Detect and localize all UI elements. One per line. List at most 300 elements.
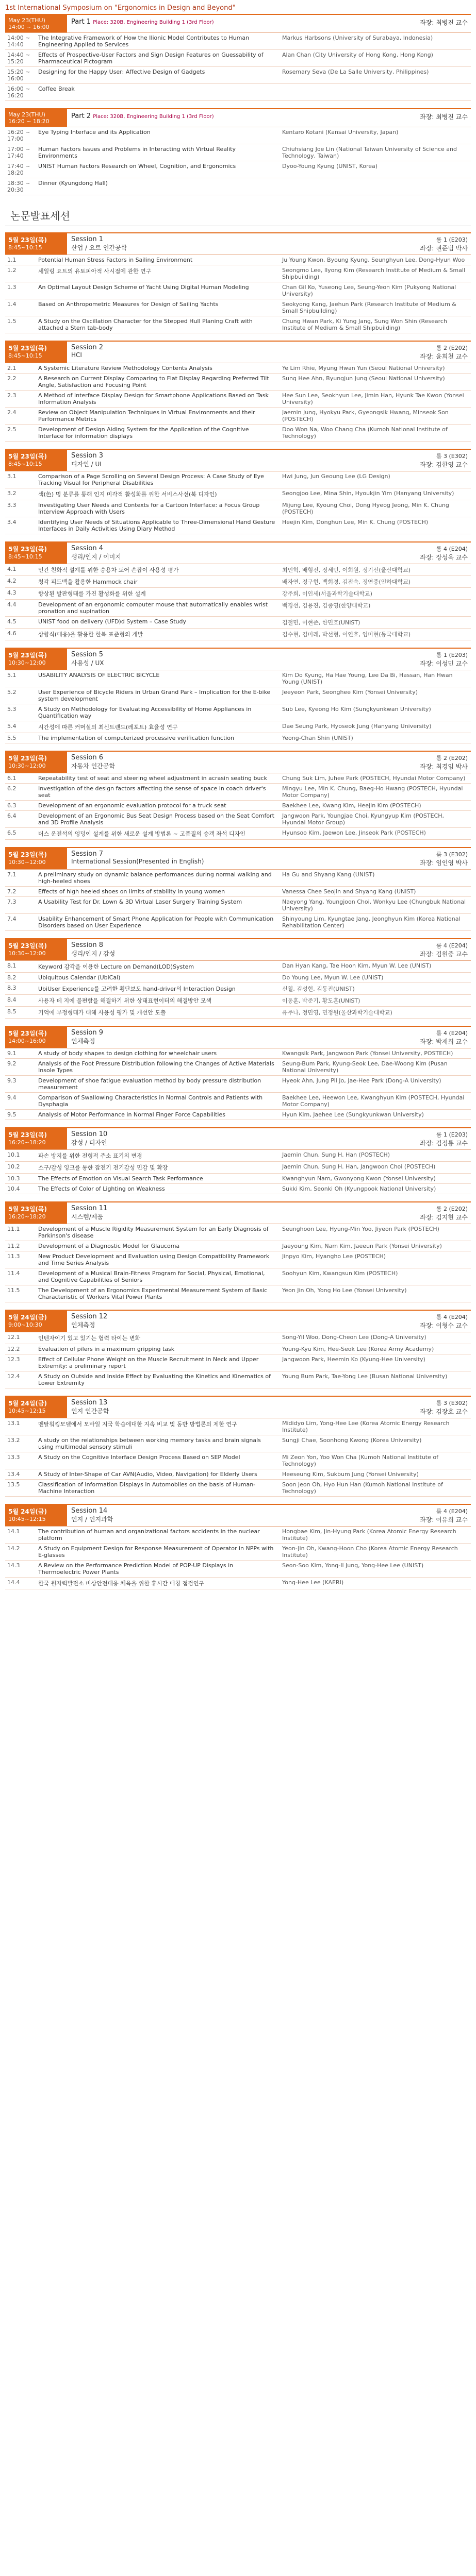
paper-title: The Effects of Color of Lighting on Weakness: [38, 1185, 165, 1192]
paper-authors: Mididyo Lim, Yong-Hee Lee (Korea Atomic Energy Research Institute): [282, 1420, 450, 1433]
session-room: 룸 2 (E202): [436, 345, 468, 351]
session-meta: [346, 939, 471, 960]
session-time: 10:30~12:00: [8, 659, 46, 666]
session-header: [5, 751, 471, 773]
session-header: [5, 1026, 471, 1048]
paper-title: Review on Object Manipulation Techniques in Virtual Environments and their Performance Metrics: [38, 409, 255, 422]
session-name: 자동차 인간공학: [71, 762, 115, 770]
paper-row: [5, 1418, 471, 1435]
paper-row: [5, 1162, 471, 1174]
session-day: 5월 24일(금): [8, 1314, 47, 1321]
paper-title: Usability Enhancement of Smart Phone Application for People with Communication Disorders based on User Experience: [38, 916, 274, 929]
session-time: 8:45~10:15: [8, 461, 42, 467]
session-room: 룸 4 (E204): [436, 1030, 468, 1037]
session-header: [5, 1201, 471, 1224]
paper-title: 청각 피드백을 활용한 Hammock chair: [38, 579, 138, 585]
paper-authors: Shinyoung Lim, Kyungtae Jang, Jeonghyun Kim (Korea National Rehabilitation Center): [282, 916, 461, 929]
session-date: [5, 1027, 67, 1048]
paper-number: 14.4: [7, 1579, 20, 1586]
paper-number: 9.4: [7, 1094, 17, 1101]
paper-title: A Systemic Literature Review Methodology Contents Analysis: [38, 365, 212, 371]
paper-title: A Study on Outside and Inside Effect by Evaluating the Kinetics and Kinematics of Lower Extremity: [38, 1373, 271, 1386]
session-title: [67, 1397, 346, 1418]
paper-number: 8.3: [7, 985, 17, 991]
paper-authors: Yong-Hee Lee (KAERI): [282, 1579, 344, 1586]
paper-number: 4.4: [7, 601, 17, 608]
paper-row: [5, 811, 471, 828]
paper-authors: Heeseung Kim, Sukbum Jung (Yonsei University): [282, 1471, 419, 1478]
paper-number: 6.4: [7, 812, 17, 819]
talk-speaker: [279, 178, 471, 195]
paper-title: A Study on Methodology for Evaluating Accessibility of Home Appliances in Quantification way: [38, 706, 252, 719]
paper-authors: Kim Do Kyung, Ha Hae Young, Lee Da Bi, Hassan, Han Hwan Young (UNIST): [282, 672, 453, 685]
paper-title: 시간성에 따른 커머셜의 최신트렌드(레포트) 효율성 연구: [38, 724, 178, 731]
talk-title: Dinner (Kyungdong Hall): [38, 180, 108, 187]
session-header: [5, 847, 471, 869]
paper-number: 2.2: [7, 375, 17, 382]
session-day: 5월 23일(목): [8, 851, 47, 858]
paper-row: [5, 670, 471, 687]
paper-title: A Study on Equipment Design for Response Measurement of Operator in NPPs with E-glasses: [38, 1545, 274, 1558]
session-time: 8:45~10:15: [8, 352, 42, 359]
session-chair: 좌장: 박재희 교수: [420, 1038, 468, 1045]
paper-number: 10.4: [7, 1185, 20, 1192]
session-header: [5, 938, 471, 960]
paper-row: [5, 1007, 471, 1019]
paper-number: 13.3: [7, 1454, 20, 1461]
session-title: [67, 752, 346, 773]
paper-number: 13.5: [7, 1481, 20, 1488]
paper-number: 11.1: [7, 1226, 20, 1232]
session-date: [5, 848, 67, 869]
paper-title: A Study of Inter-Shape of Car AVN(Audio, Video, Navigation) for Elderly Users: [38, 1471, 257, 1478]
paper-title: A Usability Test for Dr. Lown & 3D Virtual Laser Surgery Training System: [38, 899, 242, 905]
paper-number: 1.3: [7, 284, 17, 291]
plenary-title: [67, 15, 346, 32]
paper-number: 10.2: [7, 1163, 20, 1170]
paper-number: 5.4: [7, 723, 17, 730]
talk-title: Human Factors Issues and Problems in Interacting with Virtual Reality Environments: [38, 146, 236, 159]
talk-speaker: Alan Chan (City University of Hong Kong, Hong Kong): [282, 52, 433, 58]
paper-number: 5.2: [7, 689, 17, 696]
plenary-header: [5, 14, 471, 32]
paper-authors: Doo Won Na, Woo Chang Cha (Kumoh National Institute of Technology): [282, 426, 448, 439]
paper-row: [5, 1048, 471, 1059]
paper-number: 13.2: [7, 1437, 20, 1444]
paper-title: Development of shoe fatigue evaluation method by body pressure distribution measurement: [38, 1077, 261, 1091]
paper-number: 11.4: [7, 1270, 20, 1277]
session-number: Session 9: [71, 1029, 104, 1037]
paper-number: 3.2: [7, 490, 17, 497]
paper-authors: Sung Hee Ahn, Byungjun Jung (Seoul National University): [282, 375, 445, 382]
paper-authors: Sungji Chae, Soonhong Kwong (Korea University): [282, 1437, 422, 1444]
session-title: [67, 1027, 346, 1048]
paper-title: Keyword 감각을 이용한 Lecture on Demand(LOD)System: [38, 963, 194, 970]
session-number: Session 13: [71, 1399, 108, 1406]
session-block: [5, 232, 471, 333]
talk-title: Coffee Break: [38, 86, 75, 92]
paper-authors: Jangwoon Park, Youngjae Choi, Kyungyup Kim (POSTECH, Hyundai Motor Group): [282, 812, 445, 826]
session-day: 5월 23일(목): [8, 942, 47, 950]
paper-authors: 최인혁, 배형진, 정세민, 이희원, 정기선(울산대학교): [282, 567, 411, 573]
paper-row: [5, 1561, 471, 1578]
session-number: Session 3: [71, 452, 104, 460]
paper-title: 사용자 데 지에 불편함을 해결하기 위한 상태표현이터의 해결방안 모색: [38, 997, 212, 1004]
paper-title: Potential Human Stress Factors in Sailing Environment: [38, 257, 193, 263]
paper-title: Investigation of the design factors affecting the sense of space in coach driver's seat: [38, 785, 266, 799]
paper-title: UbiUser Experience를 고려한 횡단보도 hand-driver의 Interaction Design: [38, 986, 236, 992]
paper-authors: Soon Jeon Oh, Hyo Hun Han (Kumoh National Institute of Technology): [282, 1481, 443, 1495]
paper-number: 9.5: [7, 1111, 17, 1118]
paper-number: 4.2: [7, 578, 17, 584]
session-meta: [346, 342, 471, 363]
session-meta: [346, 752, 471, 773]
paper-row: [5, 983, 471, 995]
session-rows: [5, 255, 471, 333]
session-block: [5, 938, 471, 1019]
session-header: [5, 232, 471, 255]
paper-title: 한국 원자력발전소 비상안전대응 체육을 위한 휴시간 매칭 점검연구: [38, 1580, 205, 1587]
paper-row: [5, 588, 471, 600]
talk-speaker: Chiuhsiang Joe Lin (National Taiwan University of Science and Technology, Taiwan): [282, 146, 457, 159]
paper-authors: Ye Lim Rhie, Myung Hwan Yun (Seoul National University): [282, 365, 445, 371]
session-name: 생리/인지 / 이미지: [71, 553, 121, 561]
paper-authors: Yeon-Jin Oh, Kwang-Hoon Cho (Korea Atomic Energy Research Institute): [282, 1545, 458, 1558]
session-rows: [5, 564, 471, 640]
session-block: [5, 1201, 471, 1302]
session-number: Session 14: [71, 1507, 108, 1515]
paper-row: [5, 316, 471, 333]
talk-title: UNIST Human Factors Research on Wheel, Cognition, and Ergonomics: [38, 163, 236, 170]
session-time: 10:45~12:15: [8, 1516, 46, 1522]
talk-time: 14:40 ~ 15:20: [7, 52, 30, 65]
paper-authors: Jaemin Chun, Sung H. Han, Jangwoon Choi (POSTECH): [282, 1163, 436, 1170]
paper-title: Development of a Muscle Rigidity Measurement System for an Early Diagnosis of Parkinson's disease: [38, 1226, 269, 1239]
paper-authors: Yeong-Chan Shin (UNIST): [282, 735, 353, 741]
session-room: 룸 4 (E204): [436, 1314, 468, 1320]
paper-row: [5, 870, 471, 887]
paper-title: A preliminary study on dynamic balance performances during normal walking and high-heeled shoes: [38, 871, 272, 885]
session-room: 룸 3 (E302): [436, 851, 468, 858]
paper-row: [5, 1059, 471, 1076]
session-date: [5, 649, 67, 670]
session-title: [67, 1202, 346, 1224]
session-rows: [5, 773, 471, 840]
paper-row: [5, 801, 471, 811]
session-time: 10:30~12:00: [8, 859, 46, 866]
paper-number: 13.4: [7, 1471, 20, 1478]
session-day: 5월 24일(금): [8, 1400, 47, 1407]
session-rows: [5, 1418, 471, 1497]
paper-authors: 김수현, 김미래, 박선형, 이연호, 임미현(동국대학교): [282, 631, 411, 638]
paper-authors: Heejin Kim, Donghun Lee, Min K. Chung (POSTECH): [282, 519, 429, 526]
session-title: [67, 450, 346, 471]
session-title: [67, 1505, 346, 1526]
paper-row: [5, 1285, 471, 1302]
paper-title: The contribution of human and organizational factors accidents in the nuclear platform: [38, 1528, 260, 1541]
paper-row: [5, 600, 471, 617]
paper-row: [5, 704, 471, 721]
paper-authors: Naeyong Yang, Youngjoon Choi, Wonkyu Lee (Chungbuk National University): [282, 899, 466, 912]
paper-authors: Seongjoo Lee, Mina Shin, Hyoukjin Yim (Hanyang University): [282, 490, 454, 497]
paper-number: 2.5: [7, 426, 17, 433]
talk-time: 18:30 ~ 20:30: [7, 180, 30, 193]
paper-row: [5, 564, 471, 576]
paper-number: 11.3: [7, 1253, 20, 1260]
session-time: 16:20~18:20: [8, 1213, 46, 1220]
session-room: 룸 2 (E202): [436, 755, 468, 761]
session-number: Session 6: [71, 754, 104, 761]
paper-authors: 이동훈, 박준기, 황도훈(UNIST): [282, 997, 360, 1004]
paper-number: 8.1: [7, 962, 17, 969]
session-meta: [346, 1311, 471, 1332]
talk-speaker: Dyoo-Young Kyung (UNIST, Korea): [282, 163, 378, 170]
paper-title: Repeatability test of seat and steering wheel adjustment in acrasin seating buck: [38, 775, 267, 782]
session-room: 룸 4 (E204): [436, 1508, 468, 1515]
session-number: Session 11: [71, 1205, 108, 1212]
paper-row: [5, 517, 471, 534]
paper-title: Identifying User Needs of Situations Applicable to Three-Dimensional Hand Gesture Interfaces in Daily Activities Using Diary Method: [38, 519, 275, 532]
paper-row: [5, 488, 471, 500]
paper-authors: 신철, 김성현, 김동진(UNIST): [282, 986, 355, 992]
session-header: [5, 648, 471, 670]
paper-row: [5, 391, 471, 408]
plenary-row: [5, 33, 471, 50]
paper-title: Evaluation of pilers in a maximum gripping task: [38, 1346, 175, 1352]
paper-number: 6.2: [7, 785, 17, 792]
paper-number: 9.3: [7, 1077, 17, 1084]
session-name: 인지 / 인지과학: [71, 1516, 113, 1523]
session-room: 룸 1 (E203): [436, 652, 468, 658]
plenary-header: [5, 108, 471, 127]
session-chair: 좌장: 권준범 박사: [420, 245, 468, 252]
session-name: 생리/인지 / 감성: [71, 950, 116, 957]
session-meta: [346, 233, 471, 255]
session-meta: [346, 543, 471, 564]
session-day: 5월 23일(목): [8, 546, 47, 553]
paper-authors: Do Young Lee, Myun W. Lee (UNIST): [282, 974, 384, 981]
session-block: [5, 648, 471, 743]
talk-time: 16:20 ~ 17:00: [7, 129, 30, 142]
paper-authors: Kwanghyun Nam, Gwonyong Kwon (Yonsei University): [282, 1175, 436, 1182]
session-meta: [346, 450, 471, 471]
plenary-title: [67, 109, 346, 127]
session-meta: [346, 848, 471, 869]
paper-row: [5, 784, 471, 801]
paper-authors: Jinpyo Kim, Hyangho Lee (POSTECH): [282, 1253, 386, 1260]
session-day: 5월 23일(목): [8, 345, 47, 352]
session-name: 감성 / 디자인: [71, 1139, 107, 1146]
paper-authors: Mingyu Lee, Min K. Chung, Baeg-Ho Hwang (POSTECH, Hyundai Motor Company): [282, 785, 463, 799]
paper-title: The Development of an Ergonomics Experimental Measurement System of Basic Characteristic of Workers Vital Power Plants: [38, 1287, 268, 1300]
paper-authors: Jeeyeon Park, Seonghee Kim (Yonsei University): [282, 689, 418, 696]
paper-row: [5, 1241, 471, 1251]
paper-number: 6.3: [7, 802, 17, 809]
session-title: [67, 1311, 346, 1332]
talk-time: 17:00 ~ 17:40: [7, 146, 30, 159]
session-room: 룸 3 (E302): [436, 1400, 468, 1406]
paper-authors: Dae Seung Park, Hyoseok Jung (Hanyang University): [282, 723, 432, 730]
paper-title: Development of a Musical Brain-Fitness Program for Social, Physical, Emotional, and Cognitive Capabilities of Seniors: [38, 1270, 265, 1283]
paper-row: [5, 1251, 471, 1268]
session-meta: [346, 1397, 471, 1418]
session-header: [5, 1127, 471, 1149]
talk-title: Effects of Prospective-User Factors and Sign Design Features on Guessability of Pharmaceutical Pictogram: [38, 52, 264, 65]
talk-title: The Integrative Framework of How the Ilionic Model Contributes to Human Engineering Applied to Services: [38, 35, 250, 48]
session-day: 5월 23일(목): [8, 1206, 47, 1213]
paper-row: [5, 995, 471, 1007]
session-date: [5, 1397, 67, 1418]
paper-title: Effects of high heeled shoes on limits of stability in young women: [38, 888, 225, 895]
paper-authors: Hongbae Kim, Jin-Hyung Park (Korea Atomic Energy Research Institute): [282, 1528, 456, 1541]
paper-title: 향상된 발판형태를 가진 활성화를 위한 설계: [38, 590, 146, 597]
plenary-block: [5, 108, 471, 195]
session-block: [5, 1127, 471, 1194]
session-date: [5, 450, 67, 471]
paper-title: Analysis of Motor Performance in Normal Finger Force Capabilities: [38, 1111, 225, 1118]
session-name: HCI: [71, 351, 82, 359]
paper-title: The implementation of computerized processive verification function: [38, 735, 235, 741]
paper-number: 1.2: [7, 267, 17, 274]
paper-row: [5, 1076, 471, 1093]
paper-authors: 배자연, 정구현, 백희경, 김점숙, 정연중(인하대학교): [282, 579, 411, 585]
paper-authors: Mi Zeon Yon, Yoo Won Cha (Kumoh National Institute of Technology): [282, 1454, 438, 1467]
paper-authors: 강주희, 이인세(서울과학기술대학교): [282, 590, 372, 597]
session-name: 사용성 / UX: [71, 659, 104, 667]
paper-title: 멘탈워킹모델에서 모바일 지국 학습에대한 지속 비교 및 동반 방법론의 제한 연구: [38, 1421, 237, 1428]
paper-title: Comparison of Swallowing Characteristics in Normal Controls and Patients with Dysphagia: [38, 1094, 263, 1108]
paper-authors: Song-Yil Woo, Dong-Cheon Lee (Dong-A University): [282, 1334, 426, 1341]
paper-row: [5, 733, 471, 743]
paper-row: [5, 1344, 471, 1354]
plenary-time: 14:00 ~ 16:00: [8, 24, 50, 30]
plenary-block: [5, 14, 471, 101]
plenary-sessions: [0, 14, 476, 195]
paper-row: [5, 500, 471, 517]
paper-number: 12.3: [7, 1356, 20, 1363]
paper-authors: Hyeok Ahn, Jung Pil Jo, Jae-Hee Park (Dong-A University): [282, 1077, 441, 1084]
plenary-time: 16:20 ~ 18:20: [8, 118, 50, 125]
plenary-row: [5, 84, 471, 101]
talk-speaker: Kentaro Kotani (Kansai University, Japan): [282, 129, 399, 135]
talk-time: 14:00 ~ 14:40: [7, 35, 30, 48]
paper-title: Based on Anthropometric Measures for Design of Sailing Yachts: [38, 301, 219, 308]
paper-title: User Experience of Bicycle Riders in Urban Grand Park – Implication for the E-bike system development: [38, 689, 271, 702]
paper-row: [5, 363, 471, 374]
paper-authors: Jaemin Chun, Sung H. Han (POSTECH): [282, 1151, 390, 1158]
paper-row: [5, 374, 471, 391]
session-name: 인체측정: [71, 1321, 95, 1329]
session-room: 룸 3 (E302): [436, 453, 468, 460]
session-name: 디자인 / UI: [71, 461, 102, 468]
paper-number: 6.1: [7, 775, 17, 782]
paper-title: Effect of Cellular Phone Weight on the Muscle Recruitment in Neck and Upper Extremity: a preliminary report: [38, 1356, 259, 1369]
paper-row: [5, 408, 471, 425]
paper-authors: Soohyun Kim, Kwangsun Kim (POSTECH): [282, 1270, 398, 1277]
plenary-row: [5, 161, 471, 178]
paper-row: [5, 425, 471, 442]
paper-row: [5, 1093, 471, 1110]
plenary-part: Part 2: [71, 112, 93, 120]
paper-number: 3.3: [7, 502, 17, 509]
paper-row: [5, 1435, 471, 1452]
paper-row: [5, 1527, 471, 1544]
paper-number: 3.4: [7, 519, 17, 526]
session-title: [67, 543, 346, 564]
plenary-date: [5, 109, 67, 127]
paper-number: 12.2: [7, 1346, 20, 1352]
paper-row: [5, 255, 471, 265]
paper-authors: 백경선, 김용진, 김종영(한양대학교): [282, 602, 371, 609]
session-title: [67, 939, 346, 960]
plenary-rows: [5, 32, 471, 101]
paper-number: 7.2: [7, 888, 17, 895]
paper-sessions-heading: 논문발표세션: [5, 202, 471, 226]
paper-number: 11.2: [7, 1243, 20, 1249]
paper-title: 색(色) 명 분류를 통해 인지 미각적 활성화를 위한 서비스사선(북 디자인): [38, 491, 217, 498]
plenary-row: [5, 50, 471, 67]
paper-authors: Yeon Jin Oh, Yong Ho Lee (Yonsei University): [282, 1287, 407, 1294]
paper-row: [5, 1544, 471, 1561]
plenary-row: [5, 67, 471, 84]
paper-title: 버스 운전석의 엉덩이 설계를 위한 새로운 설계 방법론 ~ 고품질의 승객 좌석 디자인: [38, 831, 245, 837]
session-time: 10:30~12:00: [8, 950, 46, 957]
session-title: [67, 233, 346, 255]
talk-speaker: Rosemary Seva (De La Salle University, Philippines): [282, 69, 429, 75]
paper-authors: Sukki Kim, Seonki Oh (Kyungpook National University): [282, 1185, 436, 1192]
paper-row: [5, 721, 471, 733]
paper-authors: Baekhee Lee, Heewon Lee, Kwanghyun Kim (POSTECH, Hyundai Motor Company): [282, 1094, 465, 1108]
paper-authors: Seunghoon Lee, Hyung-Min Yoo, Jiyeon Park (POSTECH): [282, 1226, 439, 1232]
session-header: [5, 1504, 471, 1526]
session-rows: [5, 471, 471, 534]
session-chair: 좌장: 김정룡 교수: [420, 1140, 468, 1147]
paper-number: 4.5: [7, 618, 17, 625]
paper-title: Development of Design Aiding System for the Application of the Cognitive Interface for information displays: [38, 426, 249, 439]
session-number: Session 8: [71, 941, 104, 949]
session-date: [5, 233, 67, 255]
paper-number: 14.1: [7, 1528, 20, 1535]
plenary-part: Part 1: [71, 18, 93, 26]
paper-authors: 김철민, 이현준, 한민호(UNIST): [282, 619, 360, 626]
session-name: 시스템/제품: [71, 1213, 104, 1221]
session-time: 10:30~12:00: [8, 762, 46, 769]
paper-authors: Hee Sun Lee, Seokhyun Lee, Jimin Han, Hyunk Tae Kwon (Yonsei University): [282, 392, 464, 405]
session-rows: [5, 1149, 471, 1194]
paper-number: 1.5: [7, 318, 17, 325]
session-number: Session 10: [71, 1130, 108, 1138]
paper-title: 기억에 부정형태가 대해 사용성 평가 및 개선안 도출: [38, 1009, 166, 1016]
session-chair: 좌장: 김지현 교수: [420, 1214, 468, 1221]
paper-row: [5, 1184, 471, 1194]
paper-authors: Dan Hyan Kang, Tae Hoon Kim, Myun W. Lee (UNIST): [282, 962, 432, 969]
session-date: [5, 1202, 67, 1224]
session-number: Session 2: [71, 344, 104, 351]
session-room: 룸 2 (E202): [436, 1206, 468, 1212]
session-meta: [346, 1505, 471, 1526]
session-name: 인체측정: [71, 1038, 95, 1045]
session-title: [67, 342, 346, 363]
paper-title: 파손 방지를 위한 전형적 주소 표기의 변경: [38, 1153, 142, 1159]
paper-title: 세일링 요트의 유토피아적 사시점에 관한 연구: [38, 268, 152, 275]
paper-number: 12.4: [7, 1373, 20, 1380]
talk-speaker: [279, 84, 471, 100]
plenary-place: Place: 320B, Engineering Building 1 (3rd Floor): [93, 114, 214, 120]
paper-number: 10.3: [7, 1175, 20, 1182]
paper-row: [5, 1224, 471, 1241]
talk-time: 16:00 ~ 16:20: [7, 86, 30, 99]
paper-authors: Baekhee Lee, Kwang Kim, Heejin Kim (POSTECH): [282, 802, 421, 809]
